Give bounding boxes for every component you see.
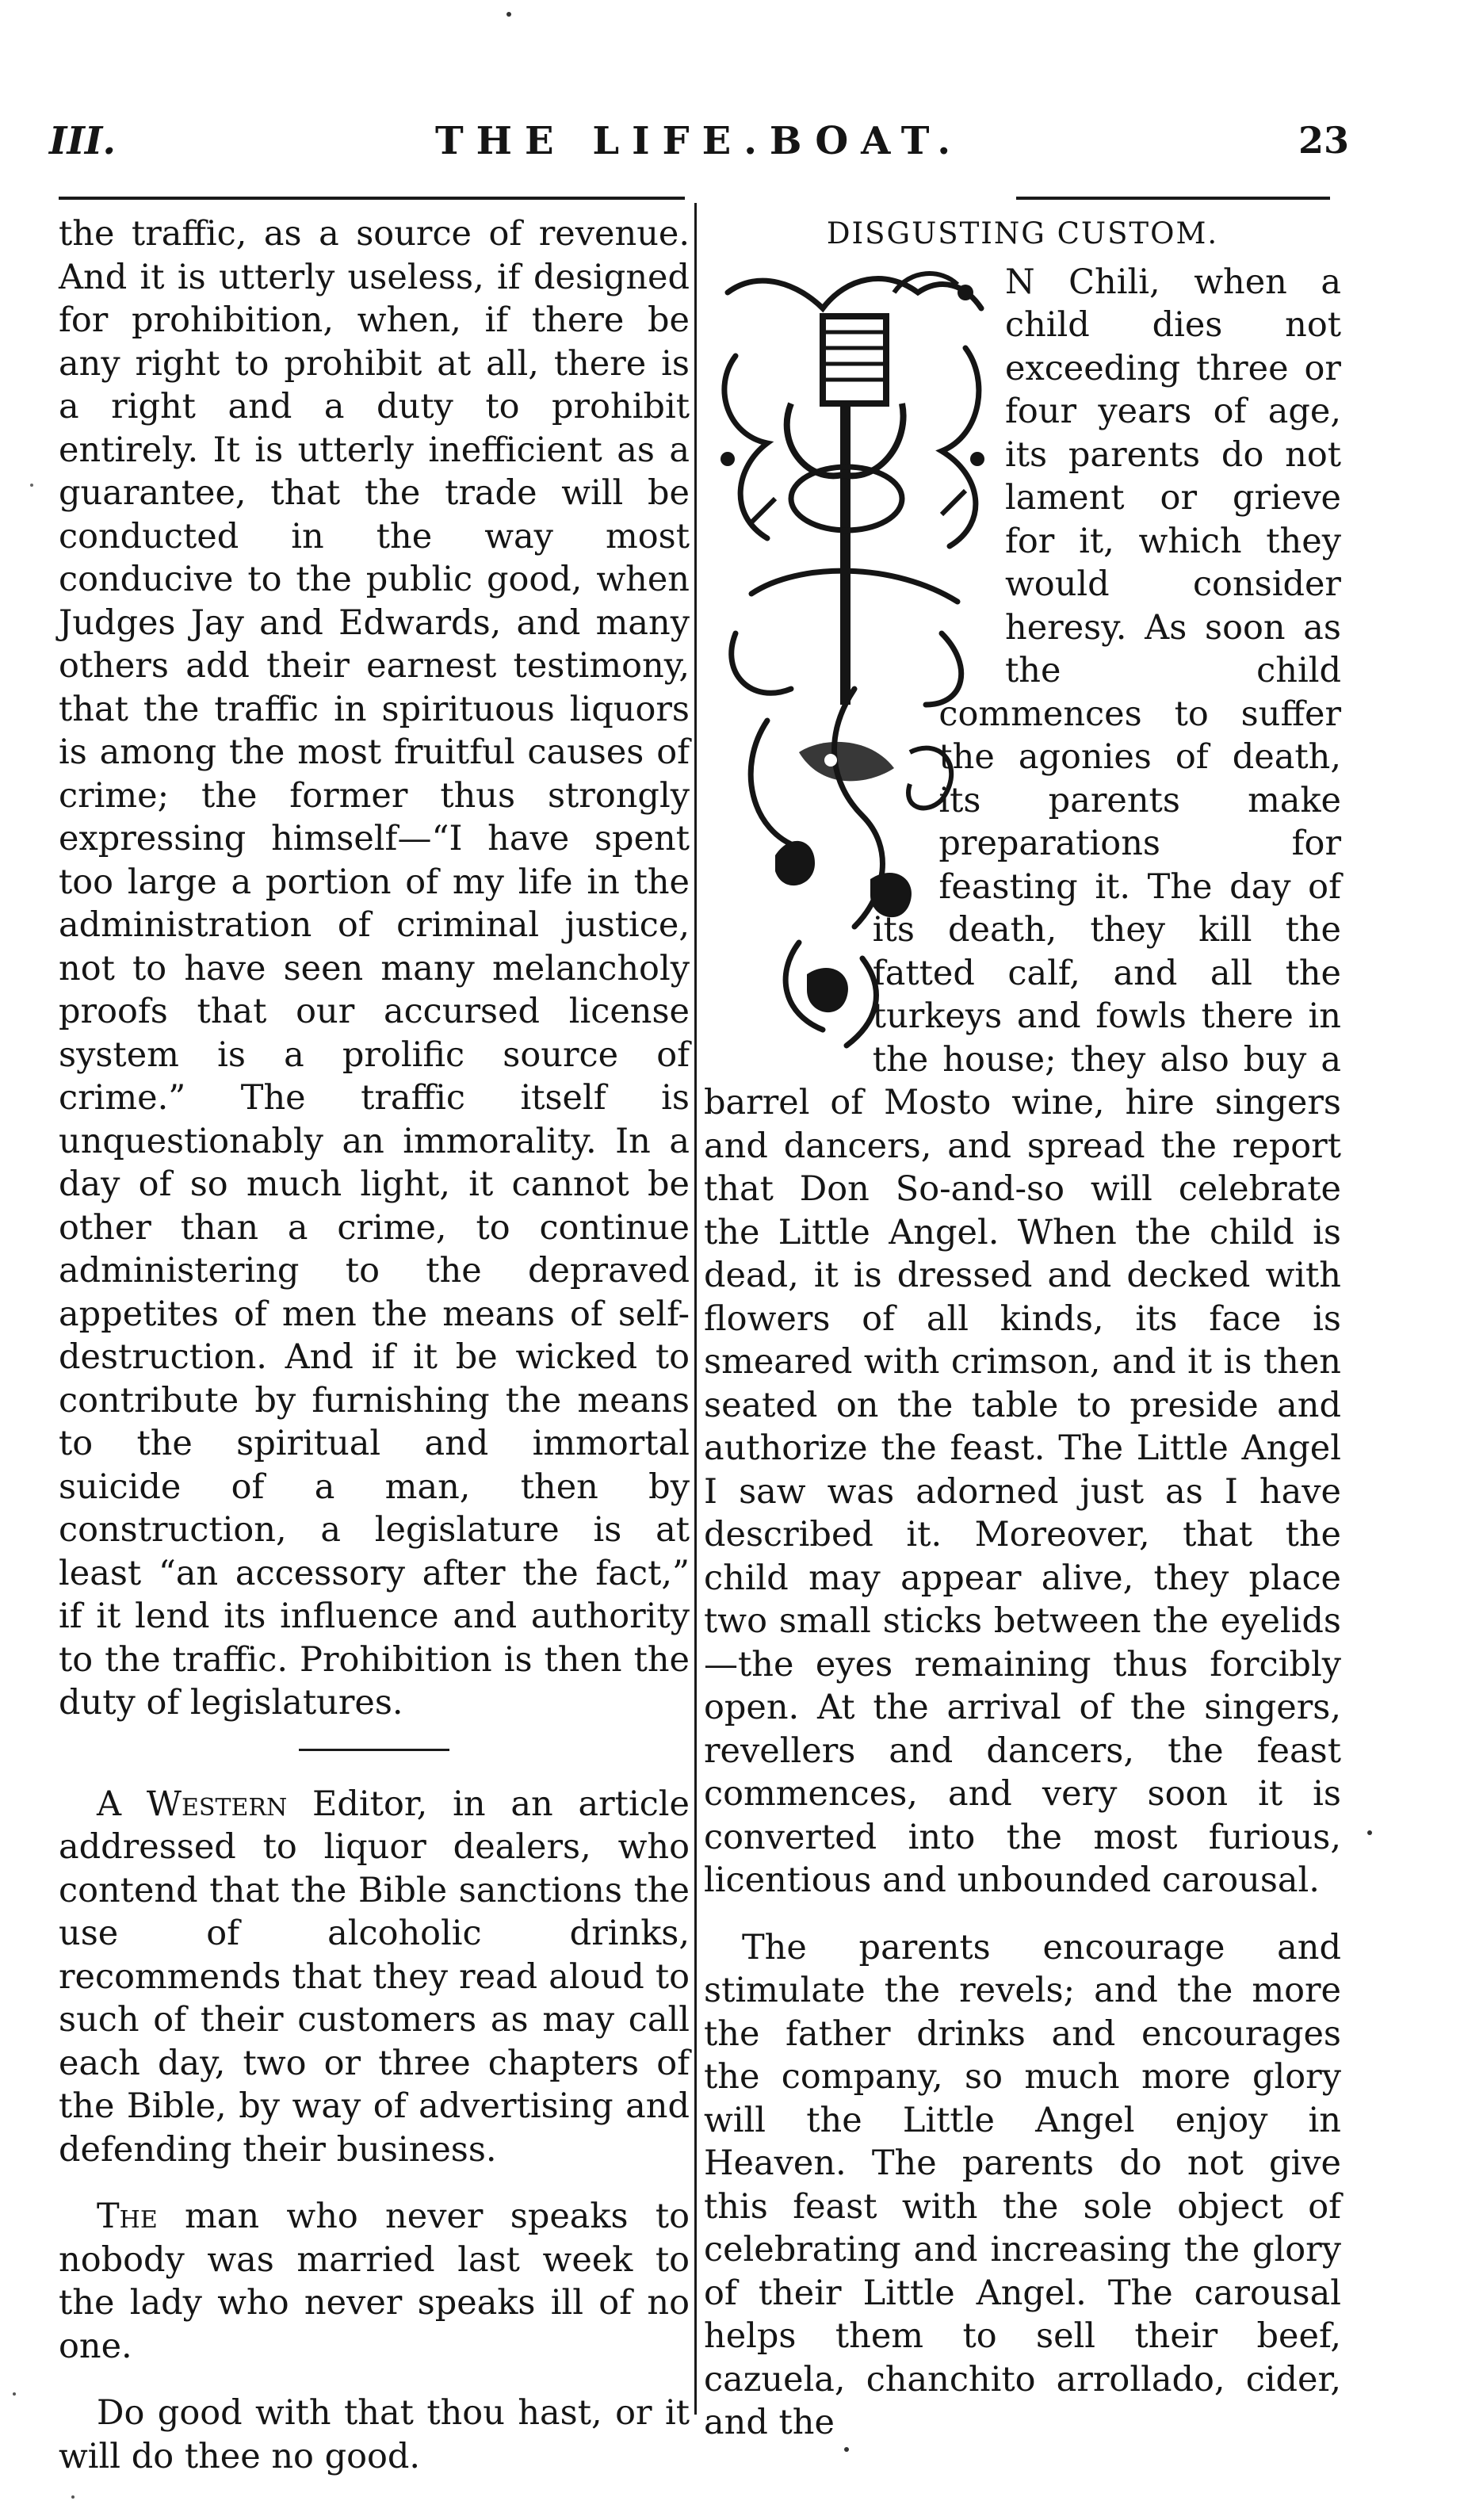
publication-title: THE LIFE.BOAT. [434,119,964,163]
chili-paragraph-1: N Chili, when a child dies not exceeding three or four years of age, its parents do not lament or grieve for it, which they would consider heresy. As soon as the child commences to suffer the agonies of death, its parents make preparations for feasting it. The day of its death, they kill the fatted calf, and all the turkeys and fowls there in the house; they also buy a barrel of Mosto wine, hire singers and dancers, and spread the report that Don So-and-so will celebrate the Little Angel. When the child is dead, it is dressed and decked with flowers of all kinds, its face is smeared with crimson, and it is then seated on the table to preside and authorize the feast. The Little Angel I saw was adorned just as I have described it. Moreover, that the child may appear alive, they place two small sticks between the eyelids—the eyes remaining thus forcibly open. At the arrival of the singers, revellers and dancers, the feast commences, and very soon it is converted into the most furious, licentious and unbounded carousal. [704,262,1341,1900]
article-heading: DISGUSTING CUSTOM. [826,216,1219,250]
left-column [59,212,690,2478]
chili-paragraph-2: The parents encourage and stimulate the revels; and the more the father drinks and encourages the company, so much more glory will the Little Angel enjoy in Heaven. The parents do not give this feast with the sole object of celebrating and increasing the glory of their Little Angel. The carousal helps them to sell their beef, cazuela, chanchito arrollado, cider, and the [704,1927,1341,2442]
man-never-speaks-text: man who never speaks to nobody was married last week to the lady who never speaks ill of no one. [59,2197,690,2366]
volume-number: III. [49,119,117,163]
western-editor-paragraph [59,1783,690,2172]
header-rule-right [1016,197,1330,200]
man-never-speaks-lead: The [97,2197,158,2236]
running-header [49,119,1349,182]
right-column [704,212,1341,2445]
column-divider [694,203,697,2415]
western-editor-lead: A Western [97,1784,288,1824]
section-separator [299,1749,449,1751]
page-number: 23 [1298,119,1349,162]
do-good-paragraph: Do good with that thou hast, or it will do thee no good. [59,2393,690,2476]
license-article-continuation: the traffic, as a source of revenue. And it is utterly useless, if designed for prohibition, when, if there be any right to prohibit at all, there is a right and a duty to prohibit entirely. It is utterly inefficient as a guarantee, that the trade will be conducted in the way most conducive to the public good, when Judges Jay and Edwards, and many others add their earnest testimony, that the traffic in spirituous liquors is among the most fruitful causes of crime; the former thus strongly expressing himself—“I have spent too large a portion of my life in the administration of criminal justice, not to have seen many melancholy proofs that our accursed license system is a prolific source of crime.” The traffic itself is unquestionably an immorality. In a day of so much light, it cannot be other than a crime, to continue administering to the depraved appetites of men the means of self-destruction. And if it be wicked to contribute by furnishing the means to the spiritual and immortal suicide of a man, then by construction, a legislature is at least “an accessory after the fact,” if it lend its influence and authority to the traffic. Prohibition is then the duty of legislatures. [59,214,690,1723]
header-rule-left [59,197,685,200]
man-never-speaks-paragraph [59,2195,690,2368]
western-editor-text: Editor, in an article addressed to liquor dealers, who contend that the Bible sanctions the use of alcoholic drinks, recommends that they read aloud to such of their customers as may call each day, two or three chapters of the Bible, by way of advertising and defending their business. [59,1784,690,2170]
